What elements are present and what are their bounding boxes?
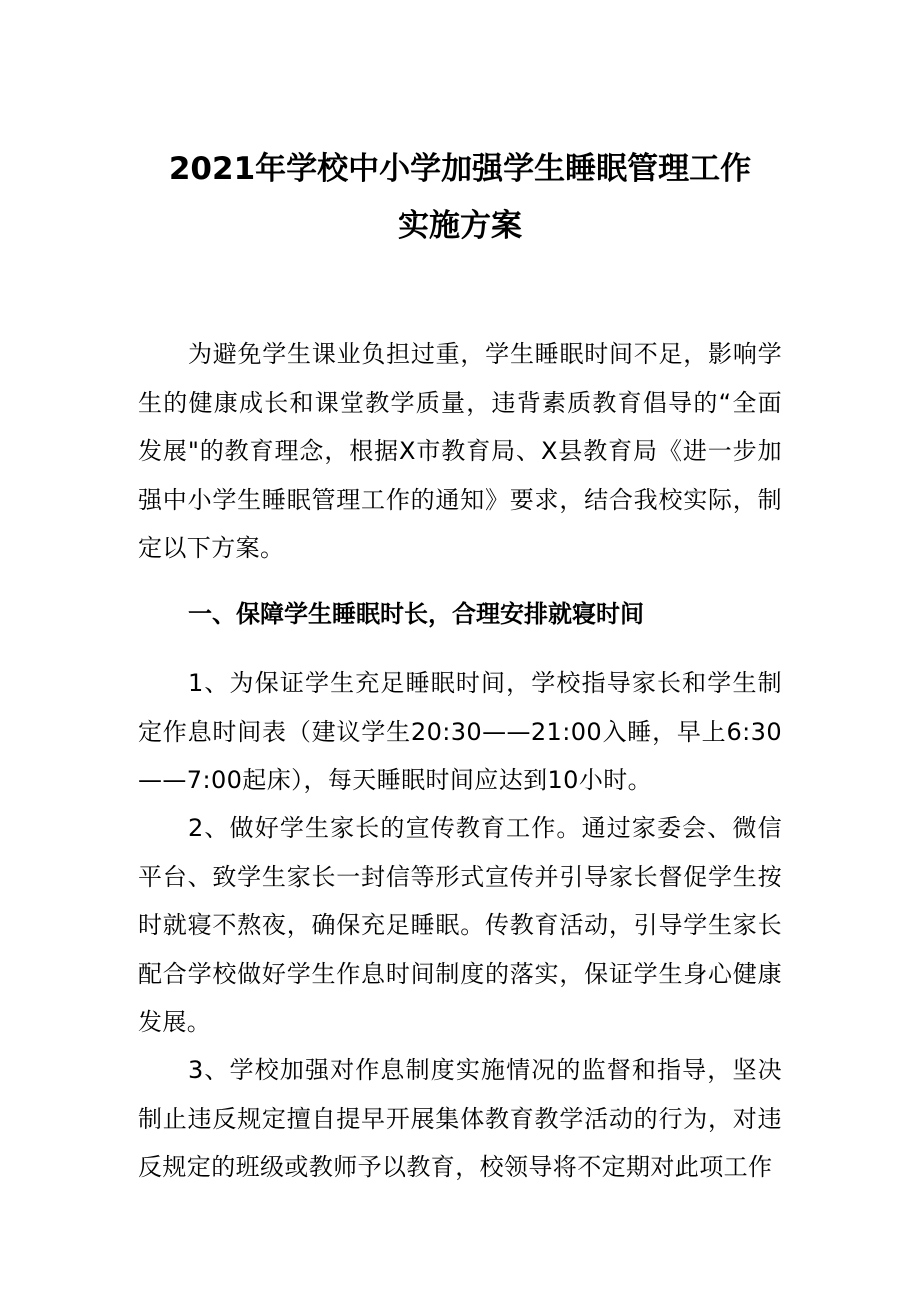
document-title-line-1: 2021年学校中小学加强学生睡眠管理工作	[168, 151, 752, 187]
document-title-line-2: 实施方案	[398, 208, 522, 244]
item-2-paragraph: 2、做好学生家长的宣传教育工作。通过家委会、微信平台、致学生家长一封信等形式宣传并引导家长督促学生按时就寝不熬夜，确保充足睡眠。传教育活动，引导学生家长配合学校做好学生作息时间制度的落实，保证学生身心健康发展。	[138, 814, 782, 1037]
item-3-paragraph: 3、学校加强对作息制度实施情况的监督和指导，坚决制止违反规定擅自提早开展集体教育教学活动的行为，对违反规定的班级或教师予以教育，校领导将不定期对此项工作	[138, 1056, 782, 1182]
item-1-paragraph: 1、为保证学生充足睡眠时间，学校指导家长和学生制定作息时间表（建议学生20:30——21:00入睡，早上6:30——7:00起床），每天睡眠时间应达到10小时。	[138, 669, 782, 795]
intro-paragraph: 为避免学生课业负担过重，学生睡眠时间不足，影响学生的健康成长和课堂教学质量，违背素质教育倡导的“全面发展"的教育理念，根据X市教育局、X县教育局《进一步加强中小学生睡眠管理工作的通知》要求，结合我校实际，制定以下方案。	[138, 340, 782, 563]
section-1-heading: 一、保障学生睡眠时长，合理安排就寝时间	[188, 600, 644, 628]
